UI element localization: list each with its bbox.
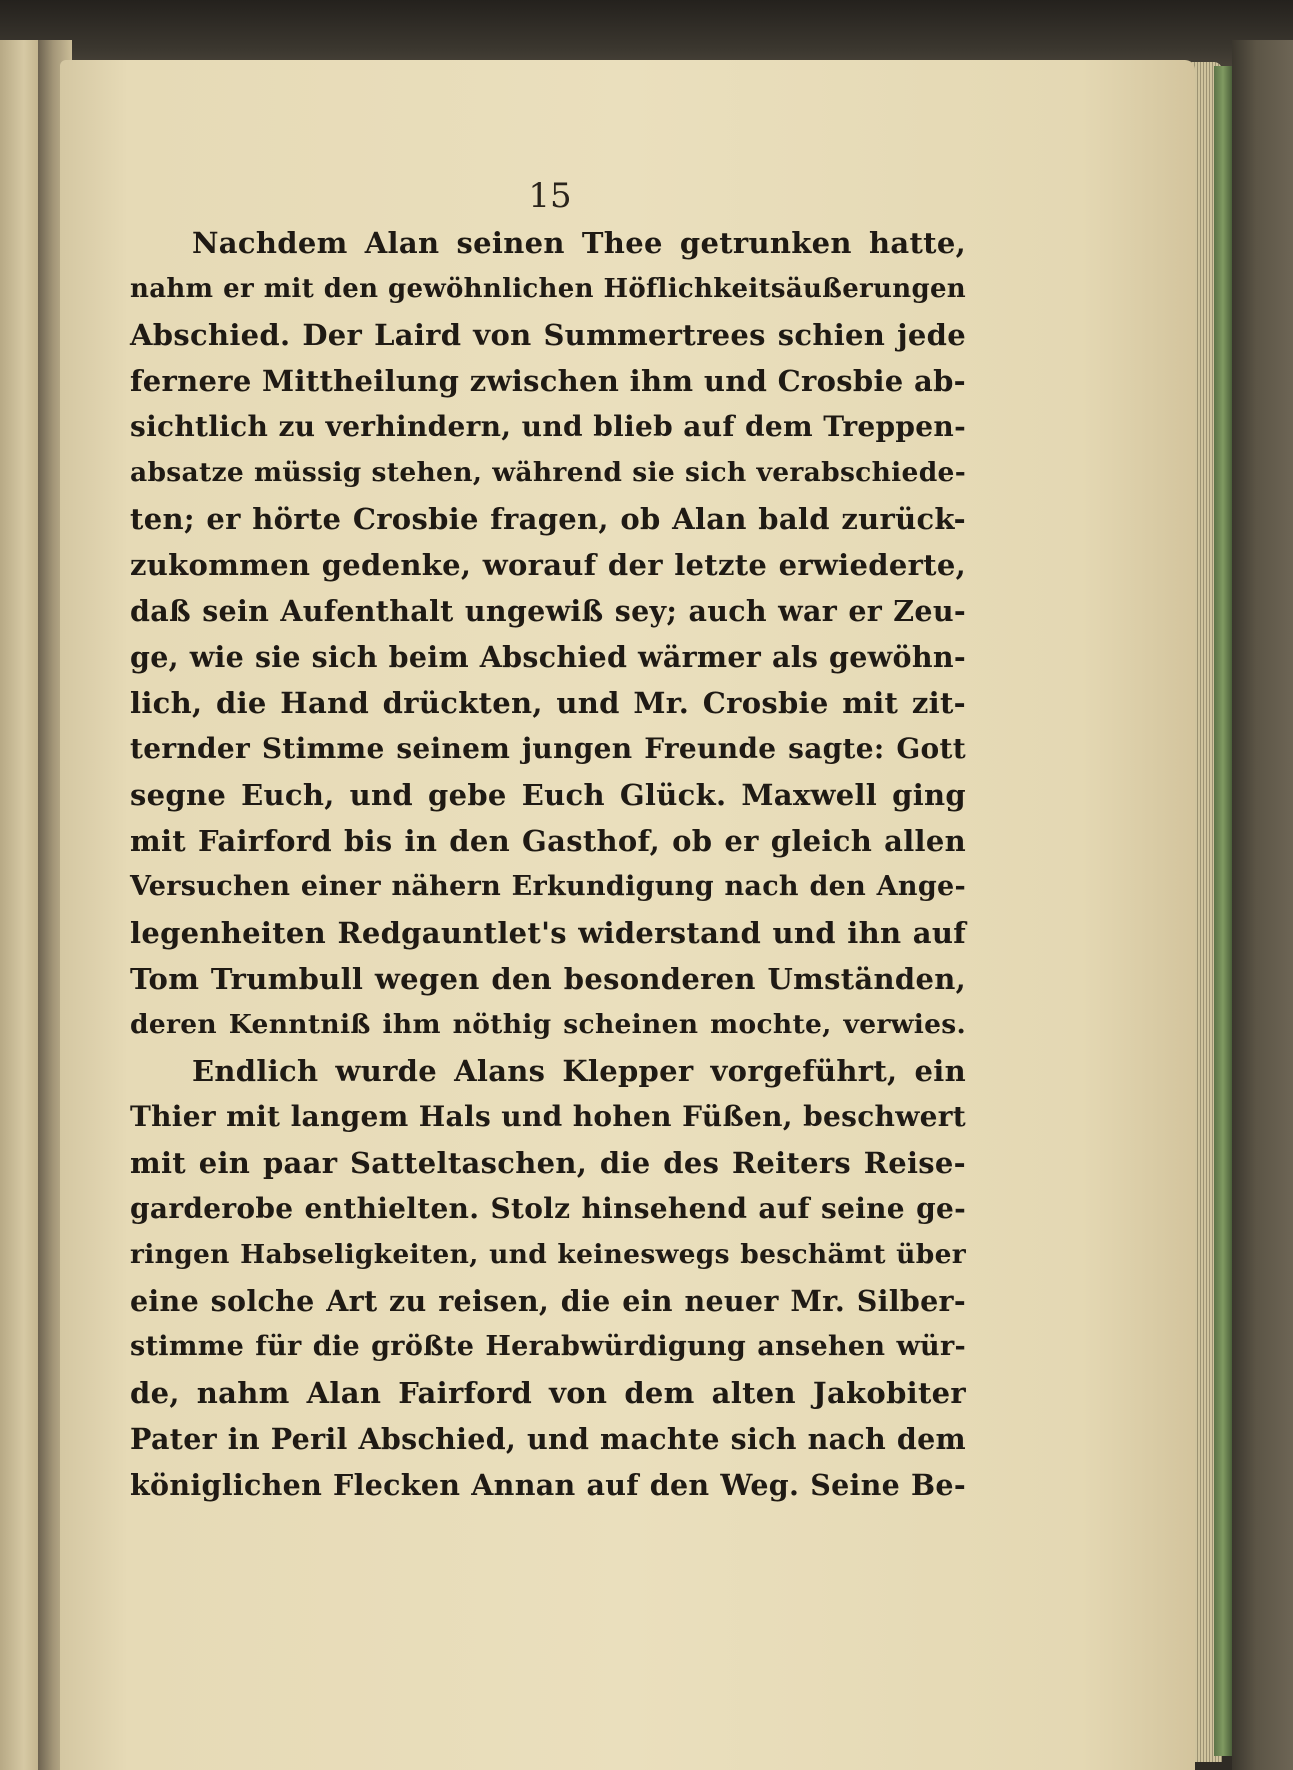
text-line: fernere Mittheilung zwischen ihm und Crosbie ab- [130,364,966,398]
text-line: stimme für die größte Herabwürdigung ansehen wür- [130,1331,966,1362]
book-cover-right [1232,40,1293,1770]
text-line: legenheiten Redgauntlet's widerstand und ihn auf [130,916,966,950]
text-line: Endlich wurde Alans Klepper vorgeführt, ein [192,1054,966,1088]
text-line: daß sein Aufenthalt ungewiß sey; auch war er Zeu- [130,594,966,628]
text-line: Thier mit langem Hals und hohen Füßen, beschwert [130,1100,966,1133]
text-line: segne Euch, und gebe Euch Glück. Maxwell ging [130,778,966,812]
text-line: nahm er mit den gewöhnlichen Höflichkeitsäußerungen [130,274,966,304]
text-line: deren Kenntniß ihm nöthig scheinen mochte, verwies. [130,1009,966,1040]
text-line: Tom Trumbull wegen den besonderen Umständen, [130,962,966,996]
text-line: de, nahm Alan Fairford von dem alten Jakobiter [130,1376,966,1410]
text-line: Abschied. Der Laird von Summertrees schien jede [130,318,966,352]
text-line: ternder Stimme seinem jungen Freunde sagte: Gott [130,732,966,765]
text-line: ringen Habseligkeiten, und keineswegs beschämt über [130,1239,966,1270]
text-line: absatze müssig stehen, während sie sich verabschiede- [130,457,966,488]
text-line: mit ein paar Satteltaschen, die des Reiters Reise- [130,1146,966,1180]
text-line: Pater in Peril Abschied, und machte sich nach dem [130,1422,966,1456]
text-line: königlichen Flecken Annan auf den Weg. Seine Be- [130,1468,966,1502]
text-line: ten; er hörte Crosbie fragen, ob Alan bald zurück- [130,502,966,536]
text-line: zukommen gedenke, worauf der letzte erwiederte, [130,548,966,582]
text-line: sichtlich zu verhindern, und blieb auf dem Treppen- [130,410,966,443]
page-text [130,220,966,1508]
text-line: Nachdem Alan seinen Thee getrunken hatte, [192,226,966,260]
text-line: Versuchen einer nähern Erkundigung nach den Ange- [130,871,966,902]
text-line: mit Fairford bis in den Gasthof, ob er gleich allen [130,824,966,858]
left-facing-page [0,40,40,1770]
text-line: lich, die Hand drückten, und Mr. Crosbie mit zit- [130,686,966,720]
page-number: 15 [528,176,572,216]
text-line: garderobe enthielten. Stolz hinsehend auf seine ge- [130,1192,966,1225]
text-line: ge, wie sie sich beim Abschied wärmer als gewöhn- [130,640,966,674]
text-line: eine solche Art zu reisen, die ein neuer Mr. Silber- [130,1284,966,1318]
green-page-edge [1214,66,1232,1756]
